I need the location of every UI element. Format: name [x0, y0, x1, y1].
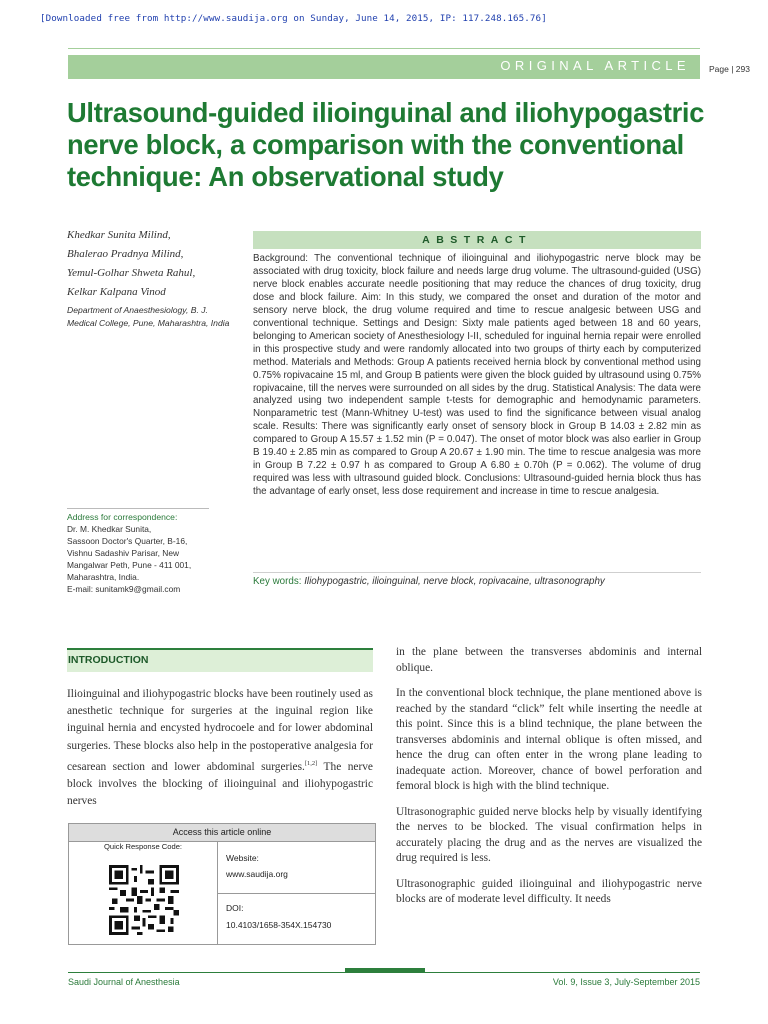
intro-text-b: The nerve block involves the blocking of ilioinguinal and iliohypogastric nerves: [67, 760, 373, 808]
body-paragraph: Ultrasonographic guided ilioinguinal and iliohypogastric nerve blocks are of moderate level difficulty. It needs: [396, 877, 702, 905]
access-article-box: [68, 823, 376, 945]
abstract-heading: ABSTRACT: [253, 231, 701, 249]
author-name: Bhalerao Pradnya Milind,: [67, 248, 184, 260]
doi-link[interactable]: 10.4103/1658-354X.154730: [226, 920, 332, 930]
correspondence-heading: Address for correspondence:: [67, 512, 178, 522]
qr-label: Quick Response Code:: [103, 842, 183, 851]
correspondence-line: Maharashtra, India.: [67, 572, 140, 582]
author-name: Kelkar Kalpana Vinod: [67, 286, 166, 298]
affiliation: Department of Anaesthesiology, B. J. Medical College, Pune, Maharashtra, India: [67, 305, 230, 328]
author-name: Yemul-Golhar Shweta Rahul,: [67, 267, 196, 279]
header-strip: [68, 48, 700, 54]
correspondence-line: Mangalwar Peth, Pune - 411 001,: [67, 560, 192, 570]
author-list: [67, 226, 237, 302]
citation[interactable]: [1,2]: [304, 759, 318, 767]
body-paragraph: Ultrasonographic guided nerve blocks help by visually identifying the nerves to be blocked. The visual confirmation helps in accurately placing the drug and as the nerves are visualized the drug required is less.: [396, 805, 702, 864]
body-paragraph: In the conventional block technique, the plane mentioned above is reached by the standard “click” felt while inserting the needle at this point. Since this is a blind technique, the plane between the transverses abdominis and internal oblique is often missed, and hence the drug can often enter in the wrong plane leading to inadequate action. Moreover, chance of bowel perforation and femoral block is high with the blind technique.: [396, 687, 702, 792]
keywords-label: Key words:: [253, 576, 302, 587]
access-box-heading: Access this article online: [69, 824, 375, 842]
correspondence-line: Vishnu Sadashiv Parisar, New: [67, 548, 180, 558]
journal-name: Saudi Journal of Anesthesia: [68, 977, 180, 987]
section-label: ORIGINAL ARTICLE: [500, 58, 690, 73]
correspondence-address: [67, 523, 237, 595]
correspondence-line: Sassoon Doctor's Quarter, B-16,: [67, 536, 188, 546]
download-notice: [Downloaded free from http://www.saudija.org on Sunday, June 14, 2015, IP: 117.248.165.76]: [40, 13, 547, 24]
correspondence-divider: [67, 508, 209, 509]
doi-label: DOI:: [226, 903, 244, 913]
page-number: Page | 293: [709, 64, 750, 74]
keywords: [253, 576, 605, 587]
keywords-divider: [253, 572, 701, 573]
website-label: Website:: [226, 853, 259, 863]
keywords-value: Iliohypogastric, ilioinguinal, nerve block, ropivacaine, ultrasonography: [304, 576, 605, 587]
doi-divider: [218, 893, 375, 894]
website-link[interactable]: www.saudija.org: [226, 869, 288, 879]
intro-text-a: Ilioinguinal and iliohypogastric blocks have been routinely used as anesthetic technique for surgeries at the inguinal region like inguinal hernia and encysted hydrocoele and for lower abdominal surgeries. These blocks also help in the postoperative analgesia for cesarean section and lower abdominal surgeries.: [67, 688, 373, 773]
abstract-text: Background: The conventional technique of ilioinguinal and iliohypogastric nerve block may be associated with drug toxicity, block failure and needs large drug volume. The ultrasound-guided (USG) nerve block enables accurate needle positioning that may reduce the chances of drug toxicity, drug dose and block failure. Aim: In this study, we compared the onset and duration of the motor and sensory nerve block, the drug volume required and time to rescue analgesic between USG and conventional technique. Settings and Design: Sixty male patients aged between 18 and 60 years, belonging to American society of Anesthesiology I-II, scheduled for inguinal hernia repair were enrolled in this prospective study and were randomly allocated into two groups of thirty each by computerized method. Materials and Methods: Group A patients received hernia block by conventional method using 0.75% ropivacaine 15 ml, and Group B patients were given the block guided by ultrasound using 0.75% ropivacaine, till the nerves were surrounded on all sides by the drug. Statistical Analysis: The data were analyzed using two independent sample t-tests for demographic and hemodynamic parameters. Nonparametric test (Mann-Whitney U-test) was used to find the significance between visual analog scale. Results: There was significantly early onset of sensory block in Group B 14.03 ± 2.82 min as compared to Group A 15.57 ± 1.52 min (P = 0.047). The onset of motor block was also earlier in Group B 19.40 ± 2.85 min as compared to Group A 20.67 ± 1.90 min. The time to rescue analgesia was more in Group B 7.22 ± 0.97 h as compared to Group A 6.80 ± 0.70h (P = 0.062). The volume of drug required was less with ultrasound guided block. Conclusions: Ultrasound-guided hernia block thus has the advantage of early onset, less dose requirement and increase in time to rescue analgesia.: [253, 253, 701, 498]
footer-accent: [345, 968, 425, 973]
qr-code-icon[interactable]: [109, 865, 179, 935]
issue-info: Vol. 9, Issue 3, July-September 2015: [552, 977, 700, 987]
author-name: Khedkar Sunita Milind,: [67, 229, 171, 241]
correspondence-email[interactable]: E-mail: sunitamk9@gmail.com: [67, 584, 181, 594]
body-column-left: [67, 686, 373, 810]
body-paragraph: [67, 686, 373, 810]
correspondence-line: Dr. M. Khedkar Sunita,: [67, 524, 152, 534]
article-title: Ultrasound-guided ilioinguinal and iliohypogastric nerve block, a comparison with the conventional technique: An observational study: [67, 97, 705, 192]
introduction-heading: INTRODUCTION: [68, 654, 149, 666]
body-paragraph: in the plane between the transverses abdominis and internal oblique.: [396, 646, 702, 674]
body-column-right: [396, 645, 702, 918]
